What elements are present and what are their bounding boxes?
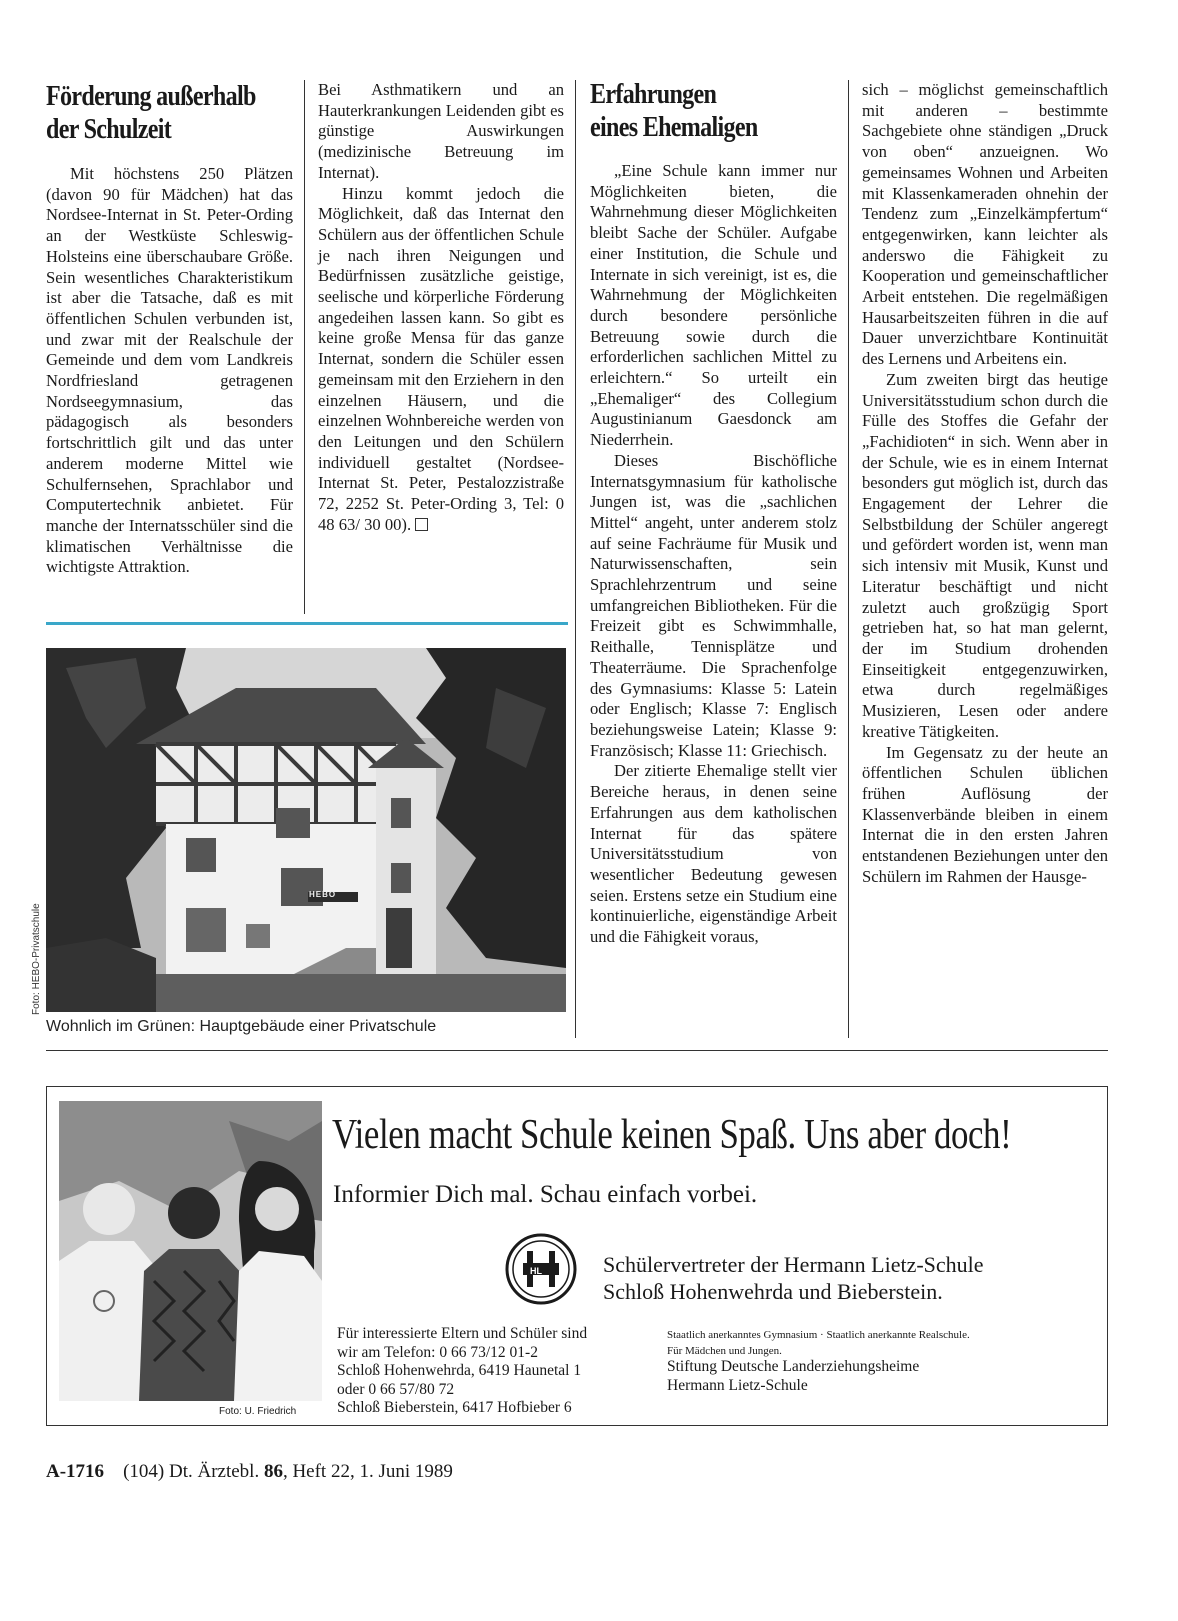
ad-contact-block <box>337 1325 587 1418</box>
article2-headline-line1: Erfahrungen <box>590 79 717 110</box>
photo-caption: Wohnlich im Grünen: Hauptgebäude einer Privatschule <box>46 1018 437 1035</box>
students-illustration <box>59 1101 322 1401</box>
article1-paragraph: Bei Asthmatikern und an Hauterkrankungen Leidenden gibt es günstige Auswirkungen (medizinische Betreuung im Internat). <box>318 80 564 182</box>
ad-sender-line-1: Schülervertreter der Hermann Lietz-Schule <box>603 1252 984 1277</box>
ad-contact-line: Schloß Bieberstein, 6417 Hofbieber 6 <box>337 1399 572 1416</box>
article1-paragraph: Mit höchstens 250 Plätzen (davon 90 für Mädchen) hat das Nordsee-Internat in St. Peter-Ording an der Westküste Schleswig-Holsteins eine überschaubare Größe. Sein wesentliches Charakteristikum ist aber die Tatsache, daß es mit öffentlichen Schulen verbunden ist, und zwar mit der Realschule der Gemeinde und dem vom Landkreis Nordfriesland getragenen Nordseegymnasium, das pädagogisch als besonders fortschrittlich gilt und das unter anderem moderne Mittel wie Schulfernsehen, Sprachlabor und Computertechnik anbietet. Für manche der Internatsschüler sind die klimatischen Verhältnisse die wichtigste Attraktion. <box>46 164 293 577</box>
school-building-illustration <box>46 648 566 1012</box>
ad-school-line-4: Hermann Lietz-Schule <box>667 1376 808 1394</box>
end-of-article-icon <box>415 518 428 531</box>
ad-sender-line-2: Schloß Hohenwehrda und Bieberstein. <box>603 1279 943 1304</box>
school-building-photo <box>46 648 566 1012</box>
article2-paragraph: Im Gegensatz zu der heute an öffentlichen Schulen üblichen frühen Auflösung der Klassenverbände bleiben in einem Internat die in den ersten Jahren entstandenen Beziehungen unter den Schülern im Rahmen der Hausge- <box>862 742 1108 886</box>
article1-headline-line1: Förderung außerhalb <box>46 81 256 112</box>
ad-contact-line: wir am Telefon: 0 66 73/12 01-2 <box>337 1343 538 1361</box>
ad-school-line-3: Stiftung Deutsche Landerziehungsheime <box>667 1358 920 1375</box>
journal-name: (104) Dt. Ärztebl. <box>123 1461 260 1482</box>
article1-headline-line2: der Schulzeit <box>46 114 172 145</box>
article2-column-3 <box>590 161 837 948</box>
column-divider <box>848 80 849 1038</box>
article2-paragraph: Zum zweiten birgt das heutige Universitätsstudium schon durch die Fülle des Stoffes die Gefahr der „Fachidioten“ in sich. Wenn aber in der Schule, wie es in einem Internat besonders gut möglich ist, durch das Engagement der Lehrer die Selbstbildung der Schüler angeregt und gefördert worden ist, wenn man sich intensiv mit Musik, Kunst und Literatur beschäftigt und nicht zuletzt auch großzügig Sport getrieben hat, so hat man gelernt, der im Studium drohenden Einseitigkeit entgegenzuwirken, etwa durch regelmäßiges Musizieren, Lesen oder andere kreative Tätigkeiten. <box>862 369 1108 741</box>
ad-school-block <box>667 1328 970 1395</box>
ad-photo-credit: Foto: U. Friedrich <box>219 1406 297 1417</box>
article2-paragraph: Dieses Bischöfliche Internatsgymnasium für katholische Jungen ist, was die „sachlichen Mittel“ angeht, unter anderem stolz auf seine Fachräume für Musik und Naturwissenschaften, sein Sprachlehrzentrum und seine umfangreichen Bibliotheken. Für die Freizeit gibt es Schwimmhalle, Reithalle, Tennisplätze und Theaterräume. Die Sprachenfolge des Gymnasiums: Klasse 5: Latein oder Englisch; Klasse 7: Englisch beziehungsweise Latein; Klasse 9: Französisch; Klasse 11: Griechisch. <box>590 450 837 760</box>
article2-headline-line2: eines Ehemaligen <box>590 112 758 143</box>
column-divider <box>304 80 305 614</box>
article2-paragraph: „Eine Schule kann immer nur Möglichkeiten bieten, die Wahrnehmung dieser Möglichkeiten bleibt Sache der Schüler. Aufgabe einer Institution, die Schule und Internate in sich vereinigt, ist es, die Wahrnehmung der Möglichkeiten durch besondere persönliche Betreuung sowie durch die erforderlichen sachlichen Mittel zu erleichtern.“ So urteilt ein „Ehemaliger“ des Collegium Augustinianum Gaesdonck am Niederrhein. <box>590 161 837 450</box>
students-photo <box>59 1101 322 1401</box>
article2-column-4 <box>862 80 1108 887</box>
article1-column-1 <box>46 164 293 578</box>
ad-school-line-2: Für Mädchen und Jungen. <box>667 1345 782 1357</box>
article1-paragraph-text: Hinzu kommt jedoch die Möglichkeit, daß das Internat den Schülern aus der öffentlichen Schule je nach ihren Neigungen und Bedürfnissen zusätzliche geistige, seelische und körperliche Förderung angedeihen lassen kann. So gibt es keine große Mensa für das ganze Internat, sondern die Schüler essen gemeinsam mit den Erziehern in den einzelnen Häusern, und die einzelnen Wohnbereiche werden von den Leitungen und den Schülern individuell gestaltet (Nordsee-Internat St. Peter, Pestalozzistraße 72, 2252 St. Peter-Ording 3, Tel: 0 48 63/ 30 00). <box>318 183 564 534</box>
article1-column-2 <box>318 80 564 535</box>
journal-issue: , Heft 22, 1. Juni 1989 <box>282 1461 453 1482</box>
ad-contact-line: Schloß Hohenwehrda, 6419 Haunetal 1 <box>337 1362 582 1379</box>
building-sign: HEBO <box>309 890 337 899</box>
page-number: A-1716 <box>46 1461 105 1482</box>
article1-headline <box>46 80 290 146</box>
photo-top-rule <box>46 622 568 625</box>
page-footer <box>46 1461 453 1483</box>
column-divider <box>575 80 576 1038</box>
hl-logo <box>505 1233 577 1305</box>
article-bottom-rule <box>46 1050 1108 1051</box>
ad-subline: Informier Dich mal. Schau einfach vorbei. <box>333 1181 758 1208</box>
ad-headline: Vielen macht Schule keinen Spaß. Uns aber doch! <box>332 1112 1012 1158</box>
ad-contact-line: Für interessierte Eltern und Schüler sind <box>337 1325 588 1342</box>
article2-paragraph: Der zitierte Ehemalige stellt vier Bereiche heraus, in denen seine Erfahrungen aus dem katholischen Internat für das spätere Universitätsstudium von wesentlicher Bedeutung gewesen seien. Erstens setze ein Studium eine kontinuierliche, eigenständige Arbeit und die Fähigkeit voraus, <box>590 761 837 947</box>
photo-credit: Foto: HEBO-Privatschule <box>31 903 42 1015</box>
ad-contact-line: oder 0 66 57/80 72 <box>337 1380 455 1398</box>
article2-paragraph: sich – möglichst gemeinschaftlich mit anderen – bestimmte Sachgebiete ohne ständigen „Druck von oben“ anzueignen. Wo gemeinsames Wohnen und Arbeiten mit Klassenkameraden ohnehin der Tendenz zum „Einzelkämpfertum“ entgegenwirken, kann leichter als anderswo die Fähigkeit zu Kooperation und gemeinschaftlicher Arbeit entstehen. Die regelmäßigen Hausarbeitszeiten führen in die auf Dauer unverzichtbare Kontinuität des Lernens und Arbeitens ein. <box>862 80 1108 369</box>
article2-headline <box>590 78 785 144</box>
journal-volume: 86 <box>263 1461 283 1482</box>
ad-school-line-1: Staatlich anerkanntes Gymnasium · Staatlich anerkannte Realschule. <box>667 1329 970 1341</box>
advertisement-box <box>46 1086 1108 1426</box>
hl-logo-text: HL <box>530 1266 542 1276</box>
article1-paragraph <box>318 184 564 536</box>
